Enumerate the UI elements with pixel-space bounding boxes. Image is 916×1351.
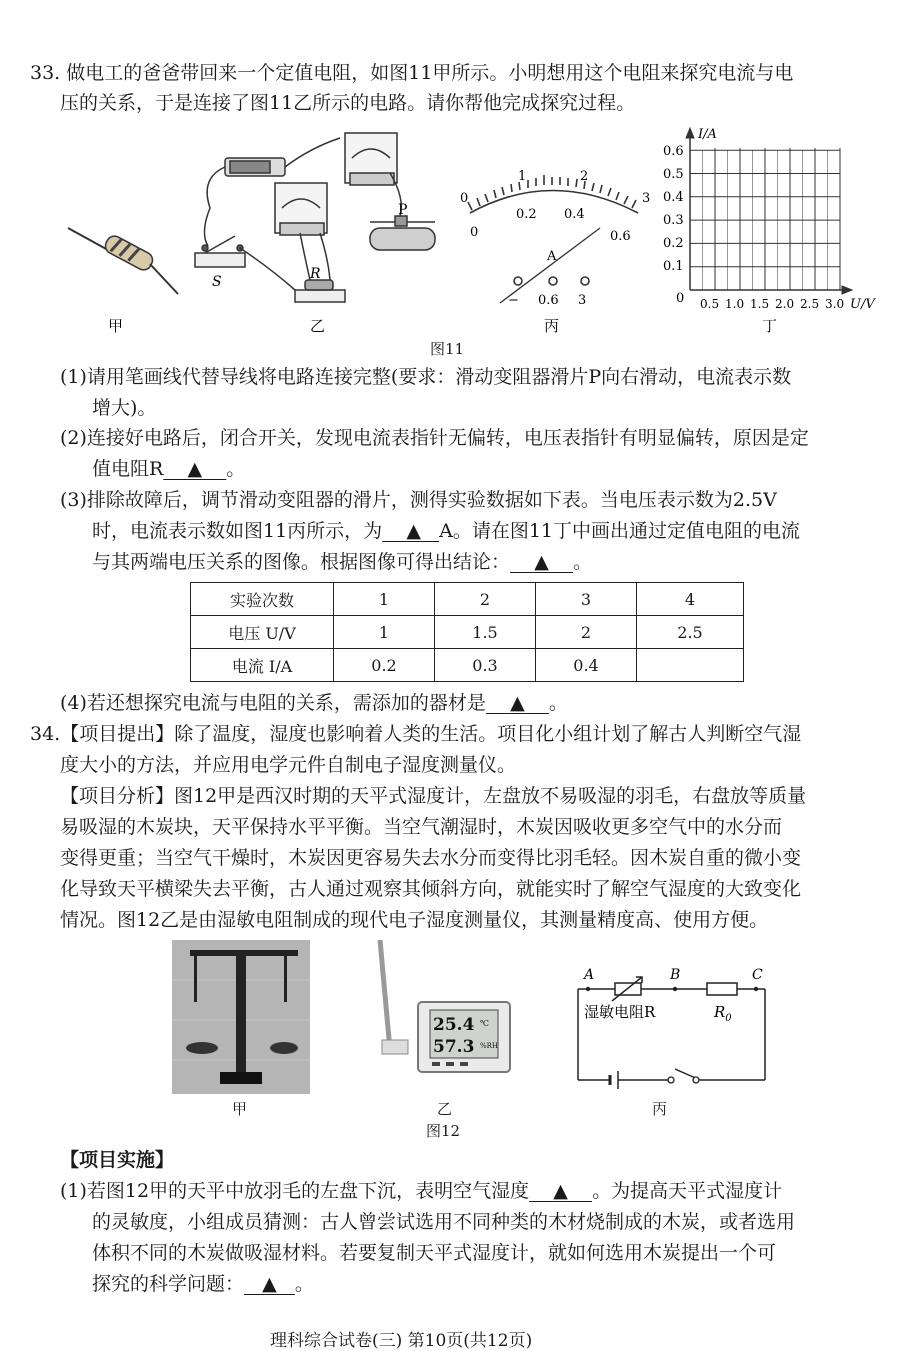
- y-tick: 0.6: [663, 144, 684, 159]
- display-temp-unit: ℃: [480, 1019, 489, 1028]
- node-A: A: [584, 967, 595, 983]
- y-tick: 0.2: [663, 236, 684, 251]
- display-humidity-unit: %RH: [480, 1042, 499, 1050]
- fig12-label-jia: 甲: [232, 1100, 248, 1118]
- y-tick: 0.4: [663, 190, 684, 205]
- q34-line6: 化导致天平横梁失去平衡，古人通过观察其倾斜方向，就能实时了解空气湿度的大致变化: [60, 878, 802, 900]
- switch-label-S: S: [212, 274, 222, 290]
- graph-x-ticks: [700, 297, 844, 311]
- q33-part3-line2: 时，电流表示数如图11丙所示，为 ▲ A。请在图11丁中画出通过定值电阻的电流: [92, 516, 800, 546]
- q33-part2-a: (2)连接好电路后，闭合开关，发现电流表指针无偏转，电压表指针有明显偏转，原因是定: [60, 427, 809, 449]
- dial-top-1: 1: [518, 169, 527, 184]
- q34-line3: 【项目分析】图12甲是西汉时期的天平式湿度计，左盘放不易吸湿的羽毛，右盘放等质量: [60, 785, 807, 807]
- q33-part2-line: 值电阻R ▲ 。: [92, 454, 245, 484]
- q33-part2-b: 值电阻R: [92, 458, 164, 480]
- figure-11: [60, 118, 890, 358]
- answer-blank: ▲: [406, 520, 421, 542]
- terminal-0.6: 0.6: [538, 293, 559, 308]
- q33-part1-a: (1)请用笔画线代替导线将电路连接完整(要求：滑动变阻器滑片P向右滑动，电流表示数: [60, 366, 792, 388]
- graph-y-axis-label: I/A: [698, 127, 717, 142]
- balance-hygrometer-photo: [172, 940, 310, 1094]
- dial-bottom-0.2: 0.2: [516, 207, 537, 222]
- q34-line1: 34.【项目提出】除了温度，湿度也影响着人类的生活。项目化小组计划了解古人判断空气湿: [30, 723, 802, 745]
- fig11-label-bing: 丙: [544, 317, 560, 335]
- x-tick: 0.5: [700, 297, 720, 311]
- figure-11-caption: 图11: [430, 340, 465, 358]
- table-row: 电流 I/A 0.2 0.3 0.4: [191, 649, 744, 682]
- humidity-circuit-diagram: [570, 965, 770, 1090]
- terminal-minus: −: [508, 293, 519, 308]
- dial-bottom-0: 0: [470, 225, 479, 240]
- fig12-label-yi: 乙: [437, 1100, 453, 1118]
- answer-blank: ▲: [553, 1180, 568, 1202]
- fixed-resistor-illustration: [68, 228, 178, 294]
- q33-part3-line3: 与其两端电压关系的图像。根据图像可得出结论： ▲ 。: [92, 547, 592, 577]
- answer-blank: ▲: [187, 458, 203, 480]
- terminal-3: 3: [578, 293, 587, 308]
- r0-label: $R_0$: [714, 1003, 732, 1024]
- ammeter-symbol-A: A: [547, 249, 557, 264]
- q34-line2: 度大小的方法，并应用电学元件自制电子湿度测量仪。: [60, 754, 517, 776]
- fig11-label-jia: 甲: [108, 317, 124, 335]
- x-tick: 1.5: [750, 297, 770, 311]
- y-tick: 0.5: [663, 167, 684, 182]
- q33-line1: 33. 做电工的爸爸带回来一个定值电阻，如图11甲所示。小明想用这个电阻来探究电流与电: [30, 62, 794, 84]
- implementation-heading: 【项目实施】: [60, 1149, 175, 1171]
- answer-blank: ▲: [262, 1273, 277, 1295]
- table-row: 实验次数 1 2 3 4: [191, 583, 744, 616]
- q34-impl-line2: 的灵敏度，小组成员猜测：古人曾尝试选用不同种类的木材烧制成的木炭，或者选用: [92, 1211, 796, 1233]
- q33-line2: 压的关系，于是连接了图11乙所示的电路。请你帮他完成探究过程。: [60, 92, 636, 114]
- y-tick: 0.3: [663, 213, 684, 228]
- q33-part4-line: (4)若还想探究电流与电阻的关系，需添加的器材是 ▲ 。: [60, 688, 568, 718]
- fig11-label-ding: 丁: [762, 317, 778, 335]
- graph-origin: 0: [676, 291, 685, 306]
- x-tick: 3.0: [825, 297, 845, 311]
- display-humidity: 57.3: [433, 1037, 475, 1057]
- node-C: C: [752, 967, 763, 983]
- graph-x-axis-label: U/V: [850, 297, 875, 312]
- fig12-label-bing: 丙: [652, 1100, 668, 1118]
- slider-label-P: P: [398, 202, 408, 218]
- dial-top-2: 2: [580, 169, 589, 184]
- x-tick: 1.0: [725, 297, 745, 311]
- answer-blank: ▲: [534, 551, 549, 573]
- figure-12-caption: 图12: [426, 1122, 461, 1140]
- graph-y-ticks: [663, 144, 684, 274]
- q34-impl-line3: 体积不同的木炭做吸湿材料。若要复制天平式湿度计，就如何选用木炭提出一个可: [92, 1242, 777, 1264]
- data-table: [190, 582, 744, 682]
- y-tick: 0.1: [663, 259, 684, 274]
- q34-line4: 易吸湿的木炭块，天平保持水平平衡。当空气潮湿时，木炭因吸收更多空气中的水分而: [60, 816, 783, 838]
- dial-bottom-0.6: 0.6: [610, 229, 631, 244]
- node-B: B: [670, 967, 681, 983]
- q34-line5: 变得更重；当空气干燥时，木炭因更容易失去水分而变得比羽毛轻。因木炭自重的微小变: [60, 847, 802, 869]
- dial-top-0: 0: [460, 191, 469, 206]
- display-temperature: 25.4: [433, 1015, 475, 1035]
- graph-grid: [686, 128, 852, 294]
- x-tick: 2.0: [775, 297, 795, 311]
- electronic-hygrometer-device: [370, 940, 530, 1080]
- q34-impl-line4: 探究的科学问题： ▲ 。: [92, 1269, 314, 1299]
- q33-part3-a: (3)排除故障后，调节滑动变阻器的滑片，测得实验数据如下表。当电压表示数为2.5V: [60, 489, 777, 511]
- q34-impl-line1: (1)若图12甲的天平中放羽毛的左盘下沉，表明空气湿度 ▲ 。为提高天平式湿度计: [60, 1176, 782, 1206]
- table-row: 电压 U/V 1 1.5 2 2.5: [191, 616, 744, 649]
- fig11-label-yi: 乙: [310, 317, 326, 335]
- humidity-sensor-label: 湿敏电阻R: [584, 1003, 656, 1021]
- answer-blank: ▲: [510, 692, 525, 714]
- dial-bottom-0.4: 0.4: [564, 207, 585, 222]
- dial-top-3: 3: [642, 191, 651, 206]
- resistor-label-R: R: [310, 266, 321, 282]
- page-footer: 理科综合试卷(三) 第10页(共12页): [270, 1331, 533, 1351]
- q33-part1-b: 增大)。: [92, 397, 157, 419]
- q34-line7: 情况。图12乙是由湿敏电阻制成的现代电子湿度测量仪，其测量精度高、使用方便。: [60, 909, 769, 931]
- x-tick: 2.5: [800, 297, 820, 311]
